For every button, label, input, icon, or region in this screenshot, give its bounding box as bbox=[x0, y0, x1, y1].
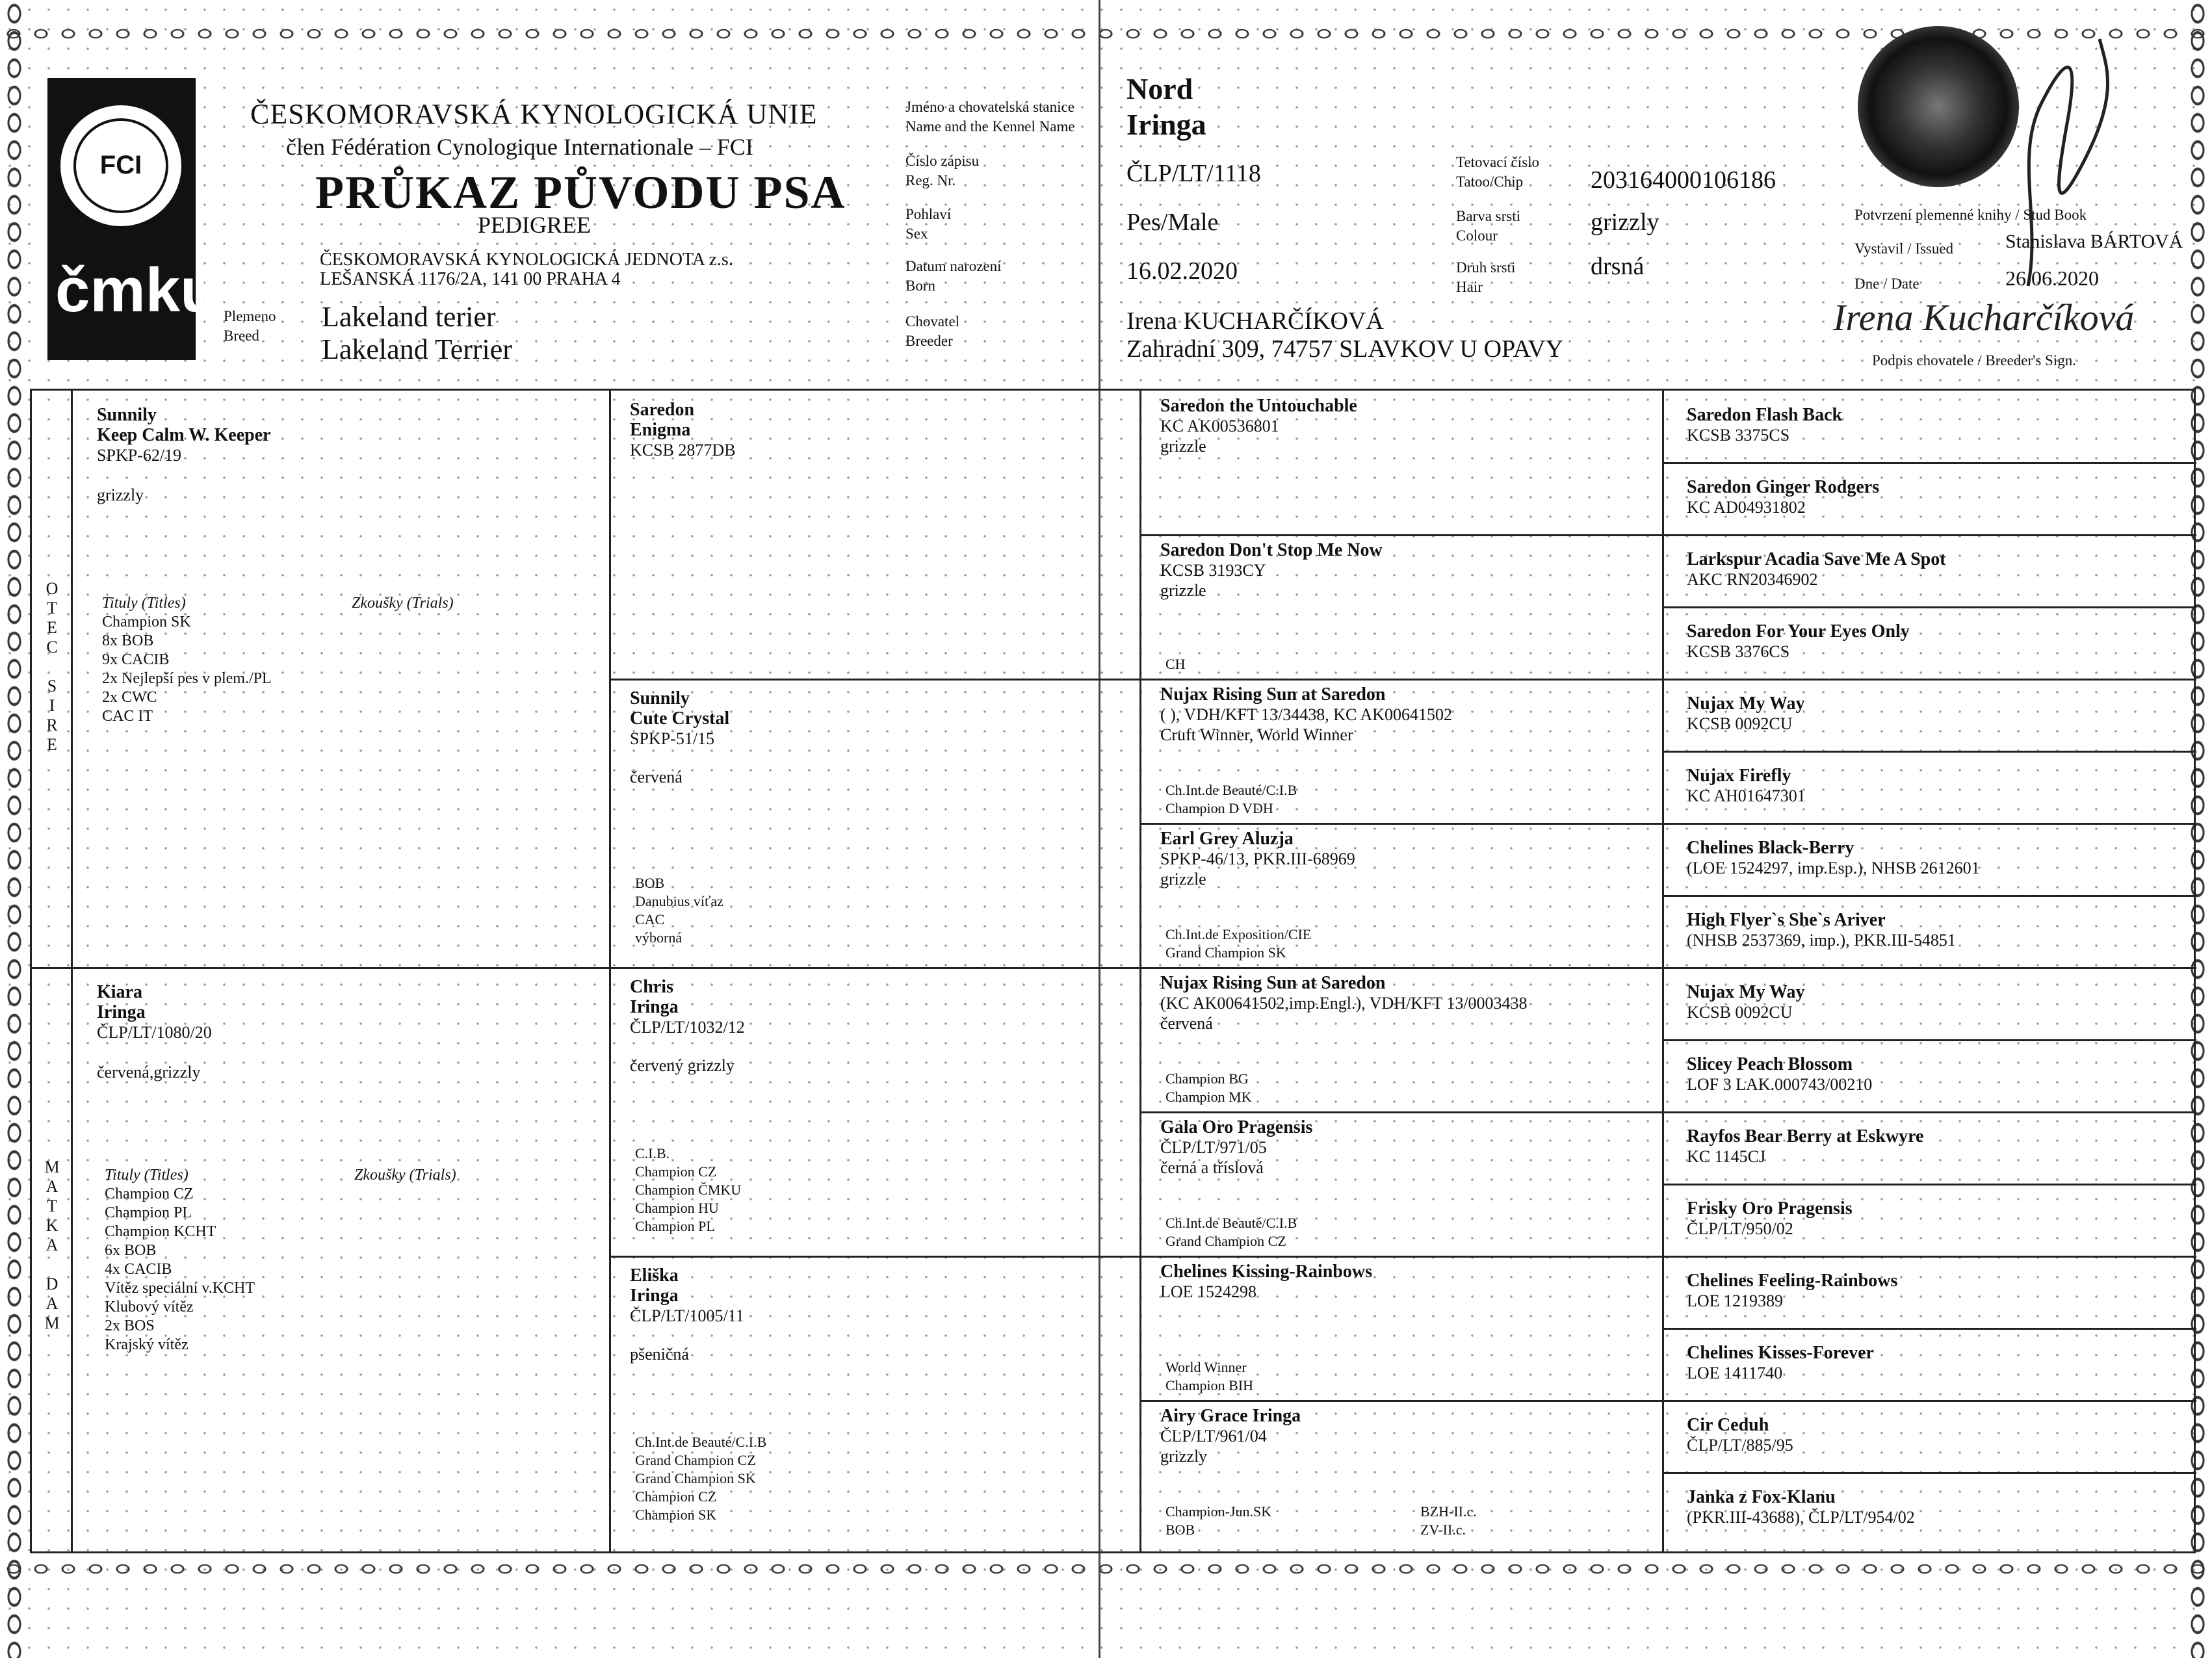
ancestor-reg: LOE 1411740 bbox=[1687, 1364, 1783, 1382]
left-border bbox=[0, 0, 29, 1658]
breeder-name: Irena KUCHARČÍKOVÁ bbox=[1126, 307, 1384, 335]
breed-en: Lakeland Terrier bbox=[322, 333, 512, 365]
title-entry: Champion KCHT bbox=[105, 1223, 216, 1240]
ancestor-reg: KCSB 2877DB bbox=[630, 441, 736, 460]
title-entry: 2x BOS bbox=[105, 1317, 155, 1334]
colour-label-en: Colour bbox=[1456, 227, 1498, 244]
ancestor-reg: ( ), VDH/KFT 13/34438, KC AK00641502 bbox=[1160, 705, 1453, 724]
ancestor-colour: grizzle bbox=[1160, 437, 1206, 456]
ancestor-name: Chelines Kissing-Rainbows bbox=[1160, 1262, 1372, 1282]
gen3-ancestor bbox=[1160, 684, 1654, 816]
ancestor-name: Frisky Oro Pragensis bbox=[1687, 1198, 1853, 1219]
ancestor-name: Nujax My Way bbox=[1687, 693, 1805, 714]
ancestor-colour: červená bbox=[1160, 1014, 1213, 1033]
gen4-ancestor bbox=[1687, 621, 2187, 662]
gen1-dam: Kiara Iringa ČLP/LT/1080/20 červená,grizzly Tituly (Titles) Zkoušky (Trials) Champion CZ Champion PL Champion KCHT 6x BOB 4x CACIB Vítěz speciální v.KCHT Klubový vítěz 2x BOS Krajský vítěz bbox=[97, 982, 212, 1082]
ancestor-titles: Champion-Jun.SK BOB bbox=[1165, 1503, 1272, 1538]
ancestor-reg: KCSB 3193CY bbox=[1160, 561, 1266, 580]
ancestor-reg: LOF 3 LAK.000743/00210 bbox=[1687, 1075, 1873, 1094]
ancestor-reg: (NHSB 2537369, imp.), PKR.III-54851 bbox=[1687, 931, 1956, 950]
gen3-ancestor bbox=[1160, 1117, 1654, 1249]
gen3-ancestor bbox=[1160, 829, 1654, 961]
ancestor-colour: červený grizzly bbox=[630, 1056, 735, 1075]
chip-label-en: Tatoo/Chip bbox=[1456, 174, 1524, 190]
ancestor-colour: červená bbox=[630, 768, 683, 786]
top-border bbox=[0, 19, 2212, 48]
hair-label-cz: Druh srsti bbox=[1456, 259, 1516, 276]
ancestor-name: Eliška bbox=[630, 1265, 679, 1286]
document-subtitle: PEDIGREE bbox=[478, 212, 591, 238]
ancestor-reg: ČLP/LT/950/02 bbox=[1687, 1219, 1793, 1238]
gen3-ancestor bbox=[1160, 396, 1654, 456]
ancestor-name: Airy Grace Iringa bbox=[1160, 1406, 1301, 1426]
title-entry: 6x BOB bbox=[105, 1242, 157, 1259]
name-label-en: Name and the Kennel Name bbox=[905, 118, 1075, 135]
title-entry: 9x CACIB bbox=[102, 651, 170, 668]
gen4-ancestor bbox=[1687, 1054, 2187, 1095]
fci-cmku-logo bbox=[47, 78, 218, 360]
breed-label-cz: Plemeno bbox=[224, 308, 276, 324]
ancestor-name: Saredon Flash Back bbox=[1687, 405, 1843, 425]
gen4-ancestor bbox=[1687, 838, 2187, 878]
gen4-ancestor bbox=[1687, 693, 2187, 734]
gen2-ancestor bbox=[630, 688, 1124, 946]
ancestor-titles: Ch.Int.de Beauté/C.I.B Grand Champion CZ Grand Champion SK Champion CZ Champion SK bbox=[635, 1434, 767, 1523]
dog-sex: Pes/Male bbox=[1126, 209, 1219, 236]
ancestor-reg: LOE 1219389 bbox=[1687, 1291, 1784, 1310]
gen3-ancestor bbox=[1160, 1406, 1654, 1538]
ancestor-name: Chris bbox=[630, 977, 673, 997]
ancestor-reg: SPKP-46/13, PKR.III-68969 bbox=[1160, 849, 1355, 868]
gen3-ancestor bbox=[1160, 540, 1654, 672]
ancestor-colour: grizzle bbox=[1160, 870, 1206, 888]
chip-number: 203164000106186 bbox=[1591, 166, 1776, 194]
ancestor-titles: Ch.Int.de Beauté/C.I.B Champion D VDH bbox=[1165, 782, 1297, 816]
ancestor-colour: pšeničná bbox=[630, 1345, 689, 1364]
ancestor-name: High Flyer`s She`s Ariver bbox=[1687, 910, 1886, 930]
pedigree-table bbox=[30, 389, 2196, 1553]
issue-date: 26.06.2020 bbox=[2005, 266, 2099, 290]
ancestor-titles: C.I.B. Champion CZ Champion ČMKU Champion HU Champion PL bbox=[635, 1145, 742, 1234]
gen2-ancestor bbox=[630, 400, 1124, 478]
ancestor-name: Saredon For Your Eyes Only bbox=[1687, 621, 1910, 641]
sire-side-label: O T E C S I R E bbox=[46, 579, 59, 754]
gen2-ancestor bbox=[630, 1265, 1124, 1523]
ancestor-reg: LOE 1524298 bbox=[1160, 1282, 1257, 1301]
breeder-label-cz: Chovatel bbox=[905, 313, 960, 330]
breeder-address: Zahradní 309, 74757 SLAVKOV U OPAVY bbox=[1126, 335, 1564, 363]
ancestor-kennel: Iringa bbox=[630, 997, 679, 1017]
breed-label-en: Breed bbox=[224, 328, 259, 344]
title-entry: Champion PL bbox=[105, 1204, 192, 1221]
ancestor-name: Janka z Fox-Klanu bbox=[1687, 1487, 1836, 1507]
club-address: LEŠANSKÁ 1176/2A, 141 00 PRAHA 4 bbox=[320, 269, 621, 289]
gen4-ancestor bbox=[1687, 982, 2187, 1022]
bottom-border bbox=[0, 1555, 2212, 1583]
stud-book-signature bbox=[2002, 26, 2132, 299]
ancestor-reg: ČLP/LT/1032/12 bbox=[630, 1018, 745, 1037]
gen4-ancestor bbox=[1687, 405, 2187, 445]
official-stamp bbox=[1858, 26, 2019, 187]
dog-reg: ČLP/LT/1118 bbox=[1126, 160, 1261, 187]
date-label: Dne / Date bbox=[1854, 276, 1919, 292]
born-label-cz: Datum narození bbox=[905, 258, 1002, 274]
gen4-ancestor bbox=[1687, 1126, 2187, 1167]
ancestor-name: Chelines Kisses-Forever bbox=[1687, 1343, 1874, 1363]
ancestor-name: Gala Oro Pragensis bbox=[1160, 1117, 1313, 1137]
ancestor-name: Nujax Firefly bbox=[1687, 766, 1791, 786]
gen1-sire: Sunnily Keep Calm W. Keeper SPKP-62/19 grizzly Tituly (Titles) Zkoušky (Trials) Champion SK 8x BOB 9x CACIB 2x Nejlepší pes v plem./PL 2x CWC CAC IT bbox=[97, 405, 271, 505]
dog-name: Nord bbox=[1126, 72, 1193, 105]
cmku-logo-text: čmku bbox=[55, 255, 218, 325]
ancestor-titles: Ch.Int.de Beauté/C.I.B Grand Champion CZ bbox=[1165, 1215, 1297, 1249]
ancestor-titles: Champion BG Champion MK bbox=[1165, 1070, 1252, 1105]
ancestor-name: Chelines Feeling-Rainbows bbox=[1687, 1271, 1898, 1291]
ancestor-name: Slicey Peach Blossom bbox=[1687, 1054, 1853, 1074]
reg-label-cz: Číslo zápisu bbox=[905, 153, 980, 169]
born-label-en: Born bbox=[905, 278, 935, 294]
ancestor-kennel: Enigma bbox=[630, 420, 691, 440]
fci-emblem: FCI bbox=[60, 105, 181, 226]
chip-label-cz: Tetovací číslo bbox=[1456, 154, 1540, 170]
title-entry: 8x BOB bbox=[102, 632, 154, 649]
ancestor-reg: (PKR.III-43688), ČLP/LT/954/02 bbox=[1687, 1508, 1915, 1527]
dam-side-label: M A T K A D A M bbox=[44, 1158, 60, 1332]
org-name: ČESKOMORAVSKÁ KYNOLOGICKÁ UNIE bbox=[250, 98, 818, 130]
dog-born: 16.02.2020 bbox=[1126, 257, 1238, 285]
ancestor-name: Rayfos Bear Berry at Eskwyre bbox=[1687, 1126, 1924, 1146]
ancestor-reg: ČLP/LT/885/95 bbox=[1687, 1436, 1793, 1455]
breeder-sign-label: Podpis chovatele / Breeder's Sign. bbox=[1872, 352, 2076, 369]
title-entry: Vítěz speciální v.KCHT bbox=[105, 1280, 255, 1297]
stud-book-confirm: Potvrzení plemenné knihy / Stud Book bbox=[1854, 207, 2087, 223]
issued-label: Vystavil / Issued bbox=[1854, 240, 1954, 257]
ancestor-name: Larkspur Acadia Save Me A Spot bbox=[1687, 549, 1946, 569]
ancestor-reg: (KC AK00641502,imp.Engl.), VDH/KFT 13/0003438 bbox=[1160, 994, 1528, 1013]
name-label-cz: Jméno a chovatelská stanice bbox=[905, 99, 1074, 115]
gen3-ancestor bbox=[1160, 973, 1654, 1105]
breed-cz: Lakeland terier bbox=[322, 301, 496, 333]
ancestor-reg: KCSB 0092CU bbox=[1687, 1003, 1793, 1022]
ancestor-name: Nujax Rising Sun at Saredon bbox=[1160, 973, 1386, 993]
title-entry: Champion SK bbox=[102, 614, 191, 630]
ancestor-reg: ČLP/LT/1005/11 bbox=[630, 1306, 744, 1325]
gen4-ancestor bbox=[1687, 549, 2187, 589]
sex-label-cz: Pohlaví bbox=[905, 206, 952, 222]
gen4-ancestor bbox=[1687, 1271, 2187, 1311]
ancestor-reg: SPKP-51/15 bbox=[630, 729, 715, 748]
ancestor-colour: černá a tříslová bbox=[1160, 1158, 1264, 1177]
ancestor-name: Cir Ceduh bbox=[1687, 1415, 1769, 1435]
ancestor-name: Nujax My Way bbox=[1687, 982, 1805, 1002]
ancestor-colour: Cruft Winner, World Winner bbox=[1160, 725, 1353, 744]
ancestor-reg: KC AK00536801 bbox=[1160, 417, 1279, 435]
ancestor-titles: Ch.Int.de Exposition/CIE Grand Champion SK bbox=[1165, 926, 1312, 961]
fci-membership: člen Fédération Cynologique Internationale – FCI bbox=[286, 134, 753, 160]
gen4-ancestor bbox=[1687, 1343, 2187, 1383]
breeder-label-en: Breeder bbox=[905, 333, 953, 349]
ancestor-name: Chelines Black-Berry bbox=[1687, 838, 1854, 858]
ancestor-colour: grizzle bbox=[1160, 581, 1206, 600]
ancestor-kennel: Cute Crystal bbox=[630, 708, 730, 729]
ancestor-titles: World Winner Champion BIH bbox=[1165, 1359, 1254, 1393]
gen2-ancestor bbox=[630, 977, 1124, 1234]
dog-kennel: Iringa bbox=[1126, 108, 1206, 141]
ancestor-reg: KC 1145CJ bbox=[1687, 1147, 1766, 1166]
ancestor-reg: KC AD04931802 bbox=[1687, 498, 1806, 517]
title-entry: 2x Nejlepší pes v plem./PL bbox=[102, 670, 272, 687]
reg-label-en: Reg. Nr. bbox=[905, 172, 956, 188]
title-entry: Champion CZ bbox=[105, 1185, 194, 1202]
ancestor-name: Sunnily bbox=[630, 688, 690, 708]
ancestor-reg: (LOE 1524297, imp.Esp.), NHSB 2612601 bbox=[1687, 859, 1980, 877]
gen4-ancestor bbox=[1687, 1487, 2187, 1527]
colour-label-cz: Barva srsti bbox=[1456, 208, 1521, 224]
ancestor-reg: ČLP/LT/961/04 bbox=[1160, 1427, 1267, 1445]
gen4-ancestor bbox=[1687, 910, 2187, 950]
dog-hair: drsná bbox=[1591, 253, 1645, 280]
ancestor-name: Nujax Rising Sun at Saredon bbox=[1160, 684, 1386, 705]
gen4-ancestor bbox=[1687, 1415, 2187, 1455]
ancestor-reg: KCSB 0092CU bbox=[1687, 714, 1793, 733]
gen3-ancestor bbox=[1160, 1262, 1654, 1393]
ancestor-reg: KCSB 3376CS bbox=[1687, 642, 1790, 661]
ancestor-name: Saredon bbox=[630, 400, 695, 420]
gen4-ancestor bbox=[1687, 766, 2187, 806]
ancestor-name: Saredon the Untouchable bbox=[1160, 396, 1357, 416]
ancestor-reg: KCSB 3375CS bbox=[1687, 426, 1790, 445]
title-entry: CAC IT bbox=[102, 708, 153, 725]
title-entry: Krajský vítěz bbox=[105, 1336, 189, 1353]
title-entry: 2x CWC bbox=[102, 689, 157, 706]
club-name: ČESKOMORAVSKÁ KYNOLOGICKÁ JEDNOTA z.s. bbox=[320, 250, 733, 270]
gen4-ancestor bbox=[1687, 1198, 2187, 1239]
ancestor-colour: grizzly bbox=[1160, 1447, 1208, 1466]
document-title: PRŮKAZ PŮVODU PSA bbox=[315, 166, 846, 218]
gen4-ancestor bbox=[1687, 477, 2187, 517]
hair-label-en: Hair bbox=[1456, 279, 1483, 295]
ancestor-kennel: Iringa bbox=[630, 1286, 679, 1306]
title-entry: 4x CACIB bbox=[105, 1261, 172, 1278]
ancestor-reg: AKC RN20346902 bbox=[1687, 570, 1818, 589]
ancestor-reg: KC AH01647301 bbox=[1687, 786, 1806, 805]
sex-label-en: Sex bbox=[905, 226, 928, 242]
ancestor-reg: ČLP/LT/971/05 bbox=[1160, 1138, 1267, 1157]
ancestor-name: Saredon Don't Stop Me Now bbox=[1160, 540, 1383, 560]
title-entry: Klubový vítěz bbox=[105, 1299, 194, 1315]
issued-by: Stanislava BÁRTOVÁ bbox=[2005, 231, 2183, 252]
ancestor-exams: BZH-II.c. ZV-II.c. bbox=[1420, 1503, 1477, 1538]
ancestor-name: Saredon Ginger Rodgers bbox=[1687, 477, 1880, 497]
ancestor-titles: BOB Danubius víťaz CAC výborná bbox=[635, 875, 723, 946]
ancestor-name: Earl Grey Aluzja bbox=[1160, 829, 1294, 849]
breeder-signature: Irena Kucharčíková bbox=[1833, 296, 2135, 339]
ancestor-titles: CH bbox=[1165, 656, 1186, 672]
dog-colour: grizzly bbox=[1591, 209, 1659, 236]
